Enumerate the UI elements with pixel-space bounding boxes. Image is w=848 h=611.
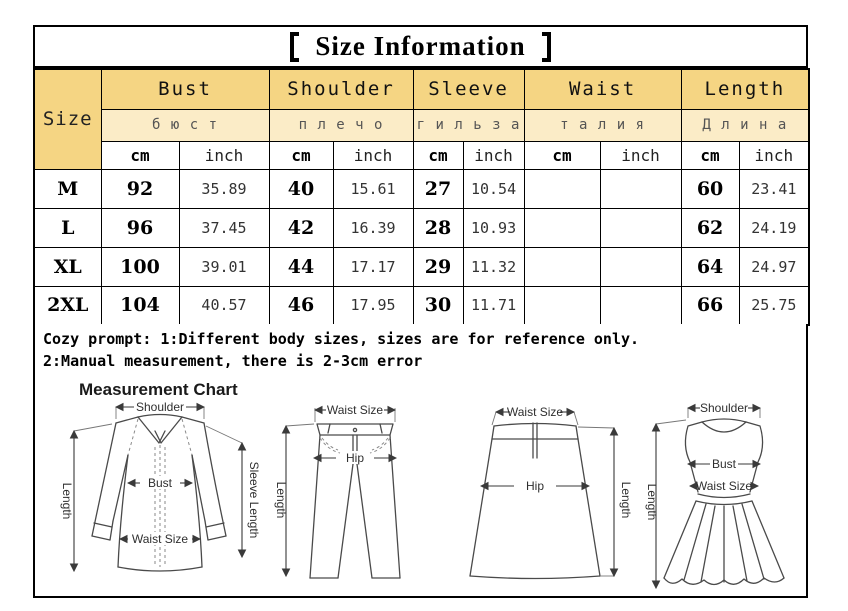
shirt-length-label: Length: [60, 482, 74, 520]
sleeve-inch: 11.71: [463, 286, 524, 325]
col-header-waist: Waist: [524, 69, 681, 109]
shirt-sleeve-length-label: Sleeve Length: [247, 461, 261, 539]
bust-inch: 39.01: [179, 247, 269, 286]
unit-cell-inch: inch: [333, 141, 413, 169]
unit-row: [34, 141, 809, 169]
page-title: Size Information: [315, 31, 526, 61]
waist-cm: [524, 208, 600, 247]
shoulder-inch: 16.39: [333, 208, 413, 247]
shoulder-inch: 15.61: [333, 169, 413, 208]
bust-cm: 100: [101, 247, 179, 286]
sleeve-cm: 28: [413, 208, 463, 247]
waist-inch: [600, 286, 681, 325]
size-label: L: [34, 208, 101, 247]
pants-waist-label: Waist Size: [326, 403, 384, 417]
length-inch: 24.97: [739, 247, 809, 286]
unit-cell-cm: cm: [524, 141, 600, 169]
header-row-ru: [34, 109, 809, 141]
skirt-length-label: Length: [619, 481, 633, 519]
shirt-bust-label: Bust: [147, 476, 173, 490]
skirt-waist-label: Waist Size: [506, 405, 564, 419]
bust-inch: 37.45: [179, 208, 269, 247]
pants-diagram: [264, 400, 439, 592]
unit-cell-inch: inch: [463, 141, 524, 169]
pants-outline: [310, 424, 400, 578]
shirt-shoulder-label: Shoulder: [135, 400, 185, 414]
unit-cell-inch: inch: [739, 141, 809, 169]
unit-cell-inch: inch: [179, 141, 269, 169]
table-row-l: [34, 208, 809, 247]
col-header-bust-ru: б ю с т: [101, 109, 269, 141]
col-header-shoulder-ru: п л е ч о: [269, 109, 413, 141]
unit-cell-cm: cm: [101, 141, 179, 169]
dress-outline: [664, 419, 784, 585]
left-bracket-icon: [290, 32, 299, 62]
shirt-diagram: [54, 399, 259, 591]
sleeve-inch: 10.54: [463, 169, 524, 208]
bust-inch: 35.89: [179, 169, 269, 208]
pants-hip-label: Hip: [345, 451, 365, 465]
sleeve-inch: 10.93: [463, 208, 524, 247]
shirt-waist-label: Waist Size: [131, 532, 189, 546]
waist-inch: [600, 247, 681, 286]
shoulder-cm: 44: [269, 247, 333, 286]
dress-bust-label: Bust: [711, 457, 737, 471]
size-label: 2XL: [34, 286, 101, 325]
bust-inch: 40.57: [179, 286, 269, 325]
size-label: XL: [34, 247, 101, 286]
unit-cell-cm: cm: [413, 141, 463, 169]
notes-and-chart-box: [33, 324, 808, 598]
col-header-waist-ru: т а л и я: [524, 109, 681, 141]
sleeve-cm: 30: [413, 286, 463, 325]
unit-cell-cm: cm: [681, 141, 739, 169]
table-row-m: [34, 169, 809, 208]
length-cm: 66: [681, 286, 739, 325]
length-inch: 25.75: [739, 286, 809, 325]
shoulder-inch: 17.17: [333, 247, 413, 286]
size-table: [33, 68, 810, 326]
skirt-hip-label: Hip: [525, 479, 545, 493]
bust-cm: 104: [101, 286, 179, 325]
shoulder-cm: 42: [269, 208, 333, 247]
col-header-length-ru: Д л и н а: [681, 109, 809, 141]
shirt-outline: [92, 415, 226, 572]
skirt-diagram: [454, 400, 633, 592]
title-box: [33, 25, 808, 68]
size-column-header: Size: [34, 69, 101, 169]
waist-inch: [600, 169, 681, 208]
skirt-outline: [470, 423, 600, 579]
unit-cell-cm: cm: [269, 141, 333, 169]
skirt-arrows: [481, 412, 614, 576]
table-row-xl: [34, 247, 809, 286]
table-row-2xl: [34, 286, 809, 325]
dress-length-label: Length: [645, 483, 659, 521]
waist-cm: [524, 247, 600, 286]
dress-waist-label: Waist Size: [695, 479, 753, 493]
right-bracket-icon: [542, 32, 551, 62]
dress-diagram: [644, 398, 809, 598]
waist-cm: [524, 169, 600, 208]
bust-cm: 96: [101, 208, 179, 247]
bust-cm: 92: [101, 169, 179, 208]
sleeve-cm: 27: [413, 169, 463, 208]
col-header-bust: Bust: [101, 69, 269, 109]
col-header-sleeve: Sleeve: [413, 69, 524, 109]
waist-cm: [524, 286, 600, 325]
length-cm: 62: [681, 208, 739, 247]
length-cm: 64: [681, 247, 739, 286]
sleeve-cm: 29: [413, 247, 463, 286]
header-row-en: [34, 69, 809, 109]
measurement-chart-title: Measurement Chart: [79, 380, 238, 399]
shoulder-cm: 40: [269, 169, 333, 208]
unit-cell-inch: inch: [600, 141, 681, 169]
length-inch: 23.41: [739, 169, 809, 208]
shoulder-inch: 17.95: [333, 286, 413, 325]
length-cm: 60: [681, 169, 739, 208]
dress-shoulder-label: Shoulder: [699, 401, 749, 415]
note-line-2: 2:Manual measurement, there is 2-3cm error: [43, 352, 423, 370]
length-inch: 24.19: [739, 208, 809, 247]
col-header-sleeve-ru: г и л ь з а: [413, 109, 524, 141]
size-label: M: [34, 169, 101, 208]
col-header-shoulder: Shoulder: [269, 69, 413, 109]
col-header-length: Length: [681, 69, 809, 109]
sleeve-inch: 11.32: [463, 247, 524, 286]
notes: [35, 324, 806, 372]
pants-length-label: Length: [274, 481, 288, 519]
note-line-1: Cozy prompt: 1:Different body sizes, sizes are for reference only.: [43, 330, 640, 348]
shoulder-cm: 46: [269, 286, 333, 325]
waist-inch: [600, 208, 681, 247]
